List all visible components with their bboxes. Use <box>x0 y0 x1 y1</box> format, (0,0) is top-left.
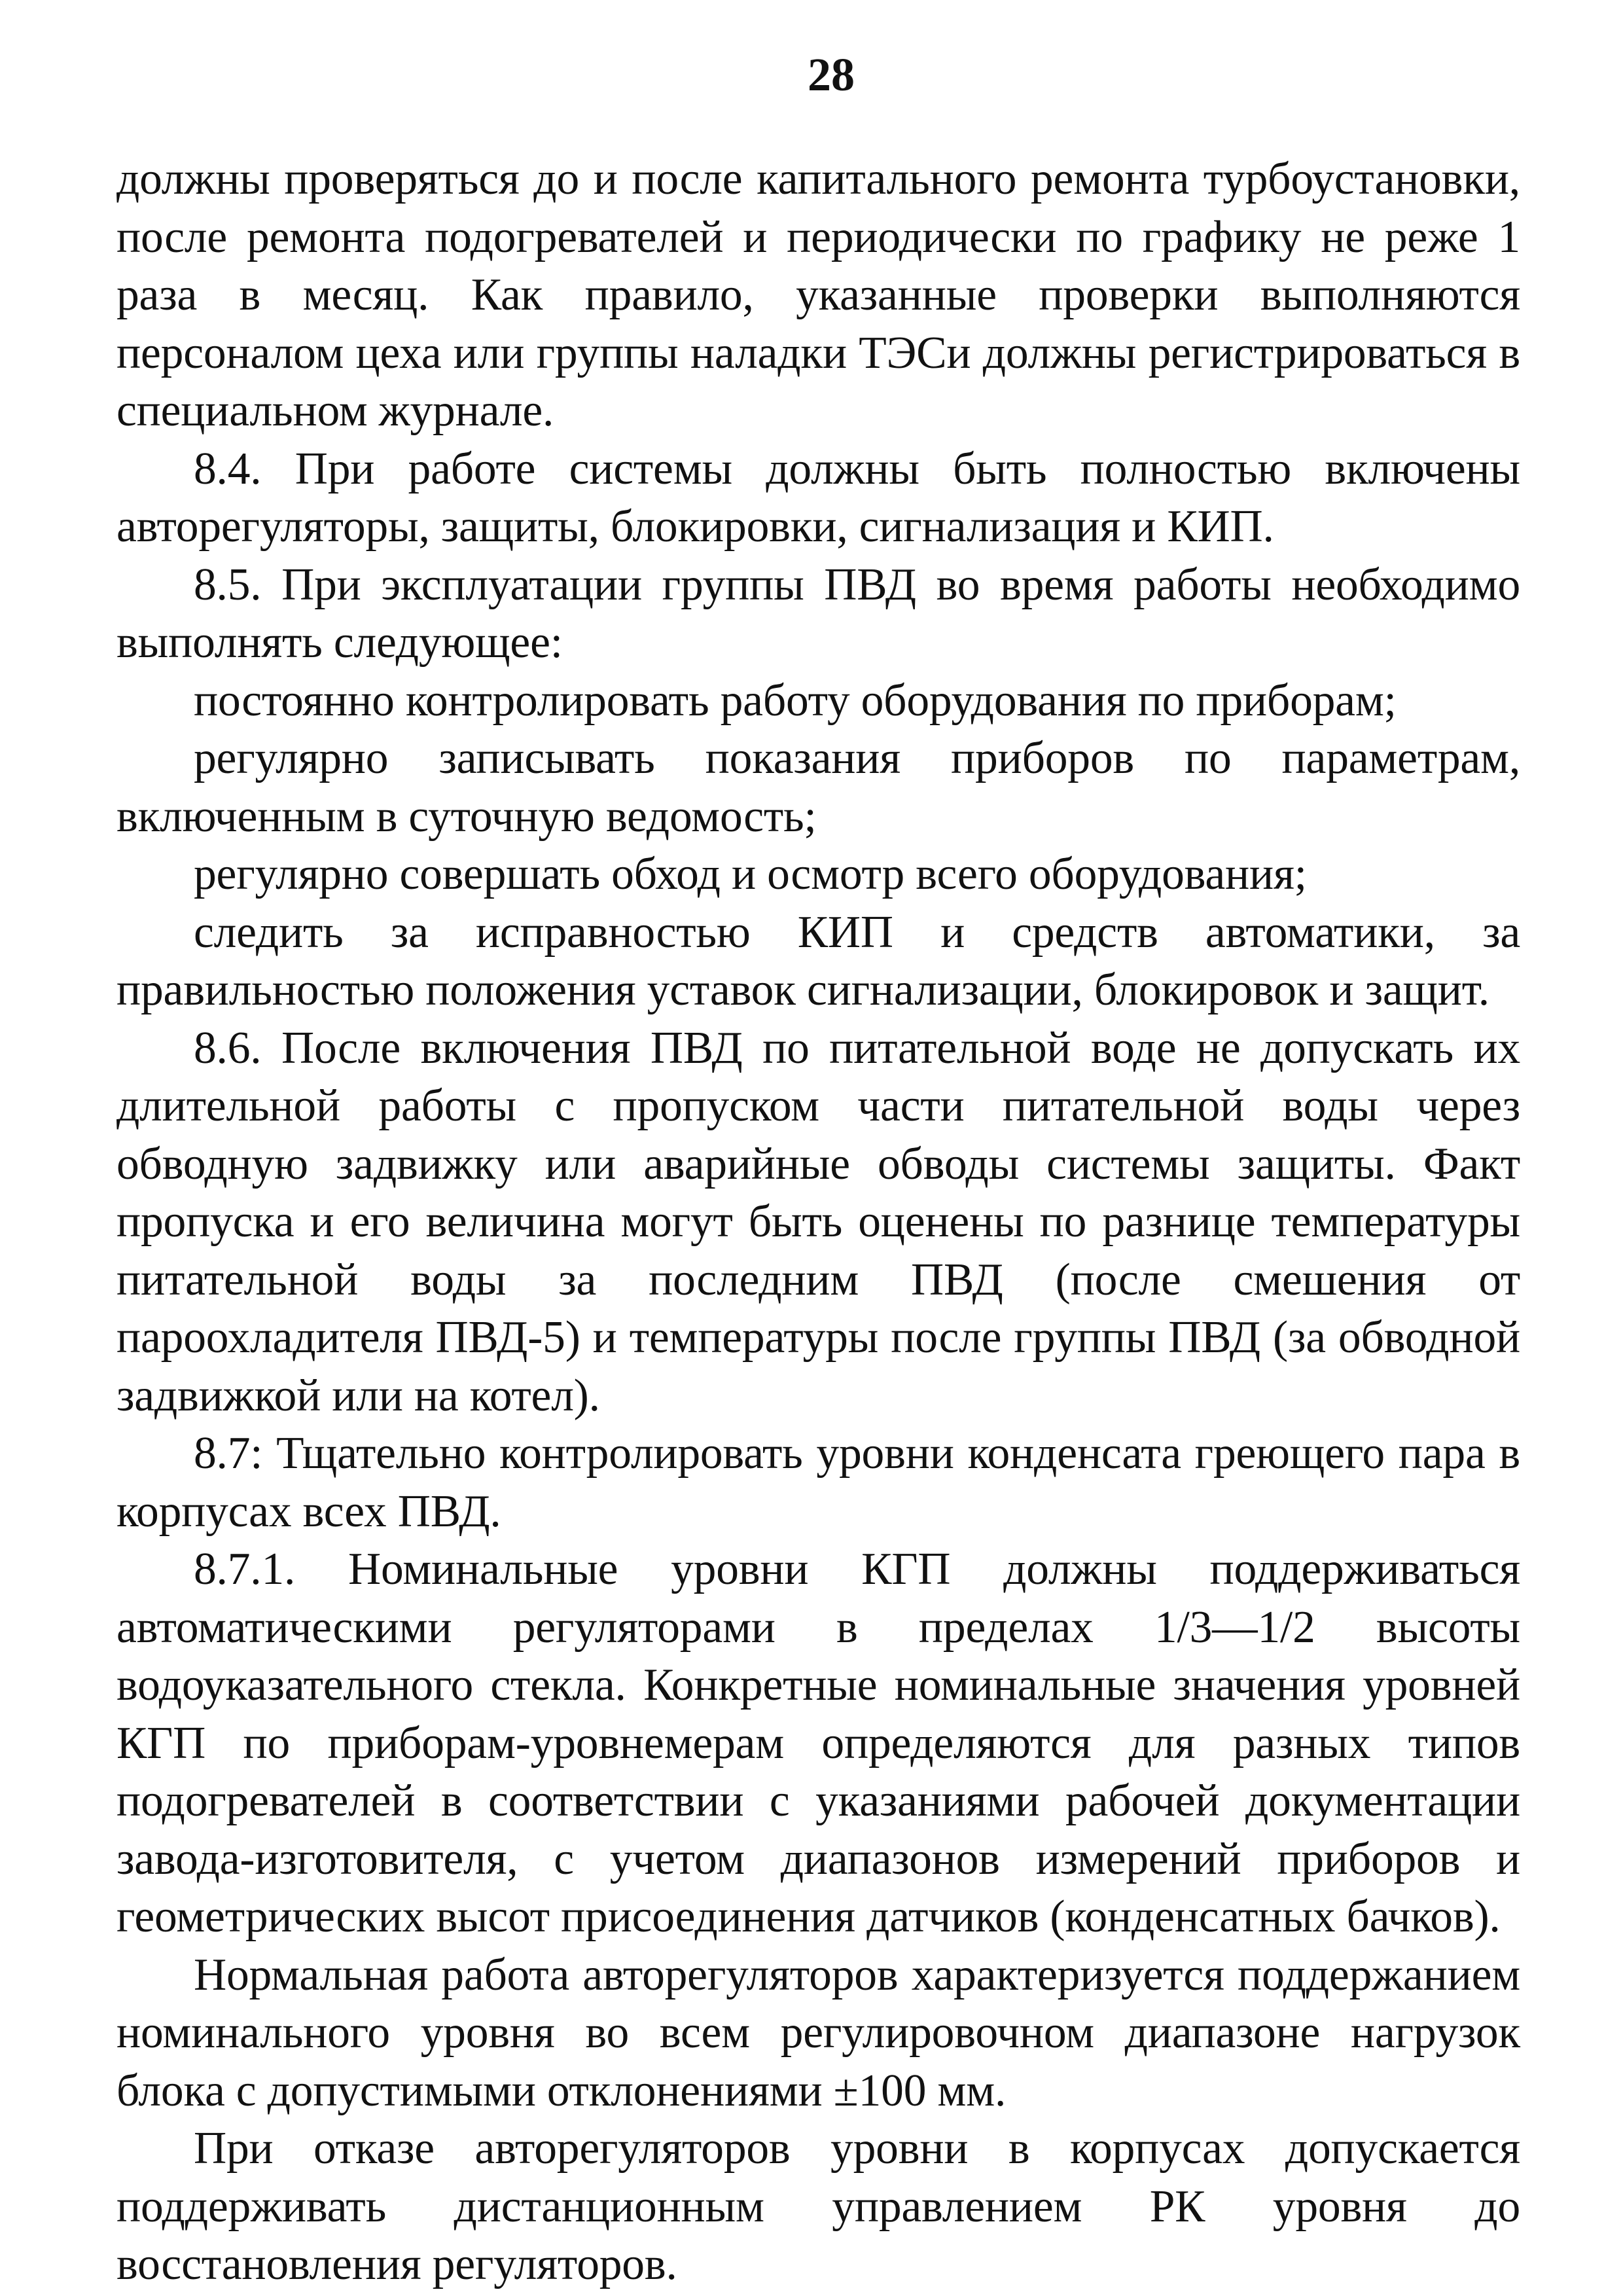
list-item-inspection-round: регулярно совершать обход и осмотр всего оборудования; <box>194 849 1307 899</box>
list-item-monitor-instruments: следить за исправностью КИП и средств автоматики, за правильностью положения уставок сигнализации, блокировок и защит. <box>116 906 1520 1015</box>
page-number: 28 <box>808 48 855 101</box>
list-item-monitor-equipment: постоянно контролировать работу оборудования по приборам; <box>194 675 1397 726</box>
paragraph-normal-operation: Нормальная работа авторегуляторов характеризуется поддержанием номинального уровня во всем регулировочном диапазоне нагрузок блока с допустимыми отклонениями ±100 мм. <box>116 1949 1520 2116</box>
paragraph-8-6: 8.6. После включения ПВД по питательной воде не допускать их длительной работы с пропуском части питательной воды через обводную задвижку или аварийные обводы системы защиты. Факт пропуска и его величина могут быть оценены по разнице температуры питательной воды за последним ПВД (после смешения от пароохладителя ПВД-5) и температуры после группы ПВД (за обводной задвижкой или на котел). <box>116 1022 1520 1421</box>
list-item-record-readings: регулярно записывать показания приборов по параметрам, включенным в суточную ведомость; <box>116 733 1520 842</box>
body-text <box>116 151 1520 2294</box>
paragraph-8-7: 8.7: Тщательно контролировать уровни конденсата греющего пара в корпусах всех ПВД. <box>116 1428 1520 1537</box>
paragraph-8-7-1: 8.7.1. Номинальные уровни КГП должны поддерживаться автоматическими регуляторами в пределах 1/3—1/2 высоты водоуказательного стекла. Конкретные номинальные значения уровней КГП по приборам-уровнемерам определяются для разных типов подогревателей в соответствии с указаниями рабочей документации завода-изготовителя, с учетом диапазонов измерений приборов и геометрических высот присоединения датчиков (конденсатных бачков). <box>116 1544 1520 1942</box>
paragraph-8-5: 8.5. При эксплуатации группы ПВД во время работы необходимо выполнять следующее: <box>116 559 1520 668</box>
paragraph-continuation: должны проверяться до и после капитального ремонта турбоустановки, после ремонта подогревателей и периодически по графику не реже 1 раза в месяц. Как правило, указанные проверки выполняются персоналом цеха или группы наладки ТЭСи должны регистрироваться в специальном журнале. <box>116 154 1520 436</box>
paragraph-regulator-failure: При отказе авторегуляторов уровни в корпусах допускается поддерживать дистанционным управлением РК уровня до восстановления регуляторов. <box>116 2123 1520 2289</box>
paragraph-8-4: 8.4. При работе системы должны быть полностью включены авторегуляторы, защиты, блокировки, сигнализация и КИП. <box>116 443 1520 552</box>
